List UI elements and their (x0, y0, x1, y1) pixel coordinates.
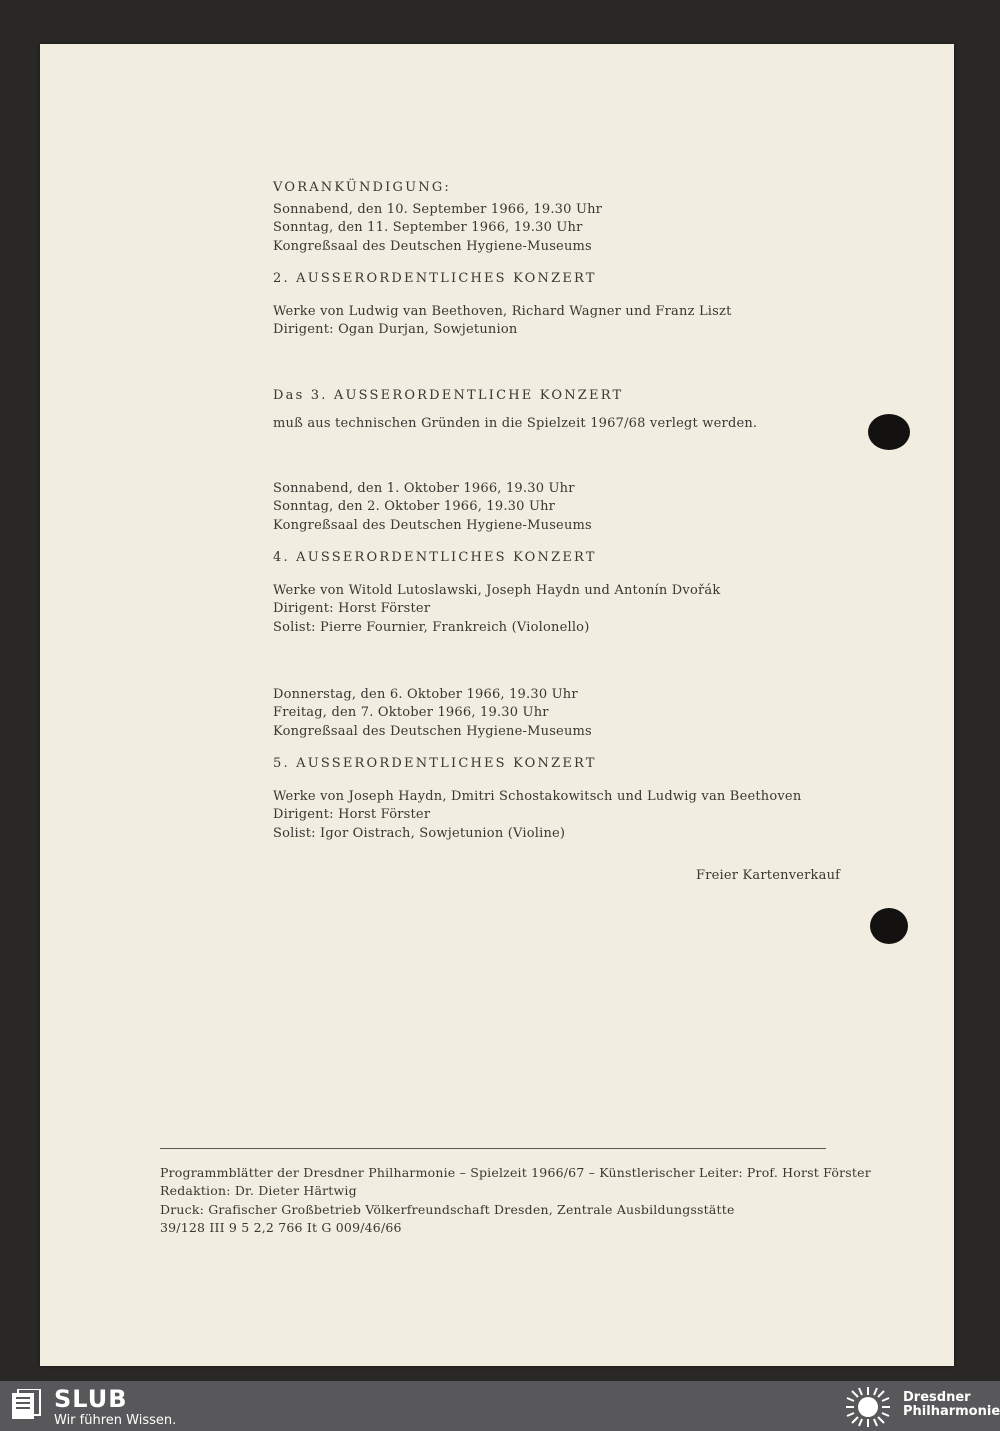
punch-hole (868, 414, 910, 450)
philharmonie-brand[interactable] (903, 1391, 1000, 1419)
concert-date: Sonntag, den 11. September 1966, 19.30 Uhr (273, 220, 583, 235)
philharmonie-logo-icon (842, 1385, 894, 1429)
punch-hole (870, 908, 908, 944)
ticket-note: Freier Kartenverkauf (696, 868, 841, 883)
concert-date: Sonnabend, den 10. September 1966, 19.30 Uhr (273, 202, 603, 217)
concert-works: Werke von Joseph Haydn, Dmitri Schostakowitsch und Ludwig van Beethoven (273, 789, 802, 804)
concert-conductor: Dirigent: Horst Förster (273, 601, 431, 616)
imprint-line: Redaktion: Dr. Dieter Härtwig (160, 1183, 357, 1198)
concert-works: Werke von Witold Lutoslawski, Joseph Haydn und Antonín Dvořák (273, 583, 721, 598)
concert-title: 4. AUSSERORDENTLICHES KONZERT (273, 550, 597, 565)
imprint-line: Programmblätter der Dresdner Philharmonie – Spielzeit 1966/67 – Künstlerischer Leiter: Prof. Horst Förster (160, 1165, 871, 1180)
concert-date: Freitag, den 7. Oktober 1966, 19.30 Uhr (273, 705, 549, 720)
concert-note: muß aus technischen Gründen in die Spielzeit 1967/68 verlegt werden. (273, 416, 758, 431)
imprint-line: 39/128 III 9 5 2,2 766 It G 009/46/66 (160, 1220, 402, 1235)
heading: VORANKÜNDIGUNG: (273, 180, 451, 195)
slub-tagline: Wir führen Wissen. (54, 1413, 177, 1428)
concert-title: Das 3. AUSSERORDENTLICHE KONZERT (273, 388, 624, 403)
slub-logo-icon (12, 1389, 44, 1419)
slub-brand[interactable]: SLUB (54, 1385, 128, 1413)
concert-venue: Kongreßsaal des Deutschen Hygiene-Museums (273, 724, 592, 739)
philharmonie-line: Dresdner (903, 1390, 971, 1405)
philharmonie-line: Philharmonie (903, 1404, 1000, 1419)
divider (160, 1148, 826, 1149)
concert-conductor: Dirigent: Horst Förster (273, 807, 431, 822)
concert-date: Sonntag, den 2. Oktober 1966, 19.30 Uhr (273, 499, 556, 514)
concert-conductor: Dirigent: Ogan Durjan, Sowjetunion (273, 322, 518, 337)
concert-title: 2. AUSSERORDENTLICHES KONZERT (273, 271, 597, 286)
concert-works: Werke von Ludwig van Beethoven, Richard Wagner und Franz Liszt (273, 304, 732, 319)
concert-soloist: Solist: Igor Oistrach, Sowjetunion (Violine) (273, 826, 566, 841)
concert-soloist: Solist: Pierre Fournier, Frankreich (Violonello) (273, 620, 590, 635)
concert-venue: Kongreßsaal des Deutschen Hygiene-Museums (273, 518, 592, 533)
concert-title: 5. AUSSERORDENTLICHES KONZERT (273, 756, 597, 771)
imprint-line: Druck: Grafischer Großbetrieb Völkerfreundschaft Dresden, Zentrale Ausbildungsstätte (160, 1202, 735, 1217)
document-page (40, 44, 954, 1366)
footer-bar (0, 1381, 1000, 1431)
concert-date: Donnerstag, den 6. Oktober 1966, 19.30 Uhr (273, 687, 578, 702)
concert-date: Sonnabend, den 1. Oktober 1966, 19.30 Uhr (273, 481, 575, 496)
concert-venue: Kongreßsaal des Deutschen Hygiene-Museums (273, 239, 592, 254)
